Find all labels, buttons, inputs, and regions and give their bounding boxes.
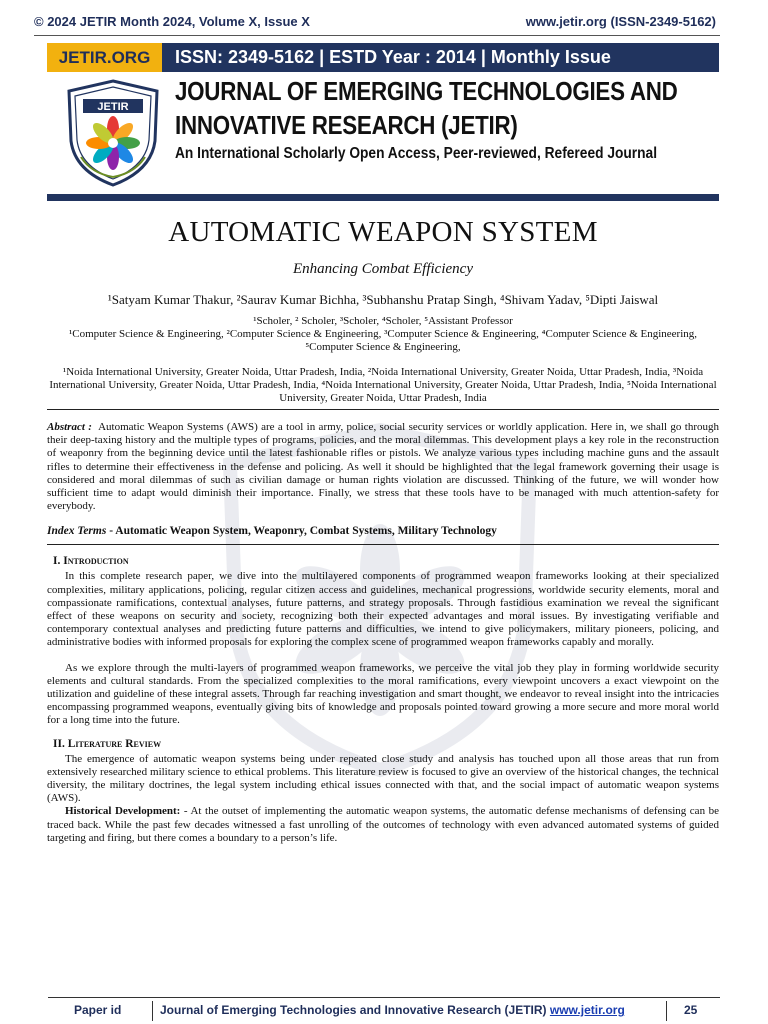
section-heading-literature-review: II. Literature Review [53,737,162,750]
journal-subtitle: An International Scholarly Open Access, Peer-reviewed, Refereed Journal [175,145,658,162]
footer-journal-name: Journal of Emerging Technologies and Innovative Research (JETIR) www.jetir.org [160,1003,625,1017]
jetir-logo-icon [61,77,165,189]
article-body [47,212,719,845]
header-volume-info: © 2024 JETIR Month 2024, Volume X, Issue X [34,14,310,29]
footer-website-link[interactable]: www.jetir.org [549,1003,625,1017]
footer-separator [666,1001,667,1021]
banner-bottom-bar [47,194,719,201]
intro-paragraph: As we explore through the multi-layers of programmed weapon frameworks, we perceive the vital job they play in forming worldwide security elements and cultural standards. From the specialized complexities to the moral ramifications, every viewpoint uncovers a exact viewpoint on the utilization and guideline of these integral assets. Through far reaching investigation and smart thought, we endeavor to reveal insight into the intricacies encompassing programmed weapons, eventually giving bits of knowledge and proposals pointed toward growing a more secure and more moral world for a long time into the future. [47,661,719,727]
journal-name-line2: INNOVATIVE RESEARCH (JETIR) [175,110,518,140]
author-roles: ¹Scholer, ² Scholer, ³Scholer, ⁴Scholer, ⁵Assistant Professor [253,315,513,327]
index-terms-label: Index Terms [47,525,107,538]
journal-banner [47,43,719,201]
page-footer [48,1001,720,1021]
author-institutions: ¹Noida International University, Greater Noida, Uttar Pradesh, India, ²Noida International University, Greater Noida, Uttar Pradesh, India, ³Noida International University, Greater Noida, Uttar Pradesh, India, ⁴Noida International University, Greater Noida, Uttar Pradesh, India, ⁵Noida International University, Greater Noida, Uttar Pradesh, India [49,366,717,404]
author-departments: ¹Computer Science & Engineering, ²Computer Science & Engineering, ³Computer Science & Engineering, ⁴Computer Science & Engineering, ⁵Computer Science & Engineering, [68,328,698,353]
abstract-label: Abstract : [47,421,92,433]
intro-paragraph: In this complete research paper, we dive into the multilayered components of programmed weapon frameworks looking at their specialized complexities, military applications, policing, regular citizen access and guidelines, mechanical progressions, worldwide security elements, moral and compassionate ramifications, contextual analyses, future patterns, and strategy proposals. Through fastidious examination we reveal the significant effect of these weapons on security and society, recognizing both their expected advantages and moral issues. By investigating verifiable and contemporary contextual analyses and predicting future patterns and difficulties, we intend to give policymakers, military pioneers, policing, and administrative bodies with informed proposals for exploring the complex scene of programmed weapon frameworks capably and morally. [47,570,719,649]
footer-divider [48,997,720,998]
abstract-text: Automatic Weapon Systems (AWS) are a tool in army, police, social security services or worldly application. Here in, we shall go through their deep-taxing history and the multiple types of programs, policies, and the moral dilemmas. This development plays a key role in the reconstruction of weaponry from the beginning device until the latest fashionable rifles or pistols. We analyze various types including machine guns and the assault rifles to determine their effectiveness in the defense and policing. As well it should be highlighted that the legal framework governing their usage is considered and moral dilemmas of such as civilian damage or human rights violation are discussed. Thinking of the future, we will wonder how sufficient time to adapt would diminish their importance. Finally, we stress that these tools have to be managed with much attention-safety for everybody. [47,421,720,513]
run-in-heading: Historical Development: [65,805,181,818]
journal-name-line1: JOURNAL OF EMERGING TECHNOLOGIES AND [175,76,678,106]
abstract-block [47,421,719,513]
footer-separator [152,1001,153,1021]
paper-title: AUTOMATIC WEAPON SYSTEM [168,216,598,248]
affiliation-divider [47,409,719,410]
header-divider [34,35,720,36]
banner-issn-line: ISSN: 2349-5162 | ESTD Year : 2014 | Monthly Issue [175,47,611,67]
running-header [34,14,716,32]
header-website-issn: www.jetir.org (ISSN-2349-5162) [525,14,716,29]
literature-paragraph: The emergence of automatic weapon systems being under repeated close study and analysis has touched upon all those areas that run from extensively researched military science to ethical problems. This literature review is focused to give an overview of the historical changes, the technical diversity, the military doctrines, the legal system including ethical issues connected with that, and the social impact of automatic weapon systems (AWS). [47,752,719,805]
index-terms: Index Terms - Automatic Weapon System, Weaponry, Combat Systems, Military Technology [47,525,497,538]
historical-development-paragraph: Historical Development: - At the outset of implementing the automatic weapon systems, the automatic defense mechanisms of defensing can be traced back. While the past few decades witnessed a fast unrolling of the outcomes of technology with even advanced automated systems of guided targeting and firing, but there comes a boundary to a person’s life. [47,805,719,844]
paper-id-label: Paper id [74,1003,122,1017]
author-list: ¹Satyam Kumar Thakur, ²Saurav Kumar Bichha, ³Subhanshu Pratap Singh, ⁴Shivam Yadav, ⁵Dipti Jaiswal [107,292,659,307]
section-heading-introduction: I. Introduction [53,555,129,568]
index-terms-list: Automatic Weapon System, Weaponry, Combat Systems, Military Technology [115,525,497,538]
index-divider [47,544,719,545]
logo-lettering: JETIR [97,101,129,113]
jetir-org-tag: JETIR.ORG [47,43,162,72]
page-number: 25 [684,1003,698,1017]
paper-subtitle: Enhancing Combat Efficiency [293,261,473,277]
